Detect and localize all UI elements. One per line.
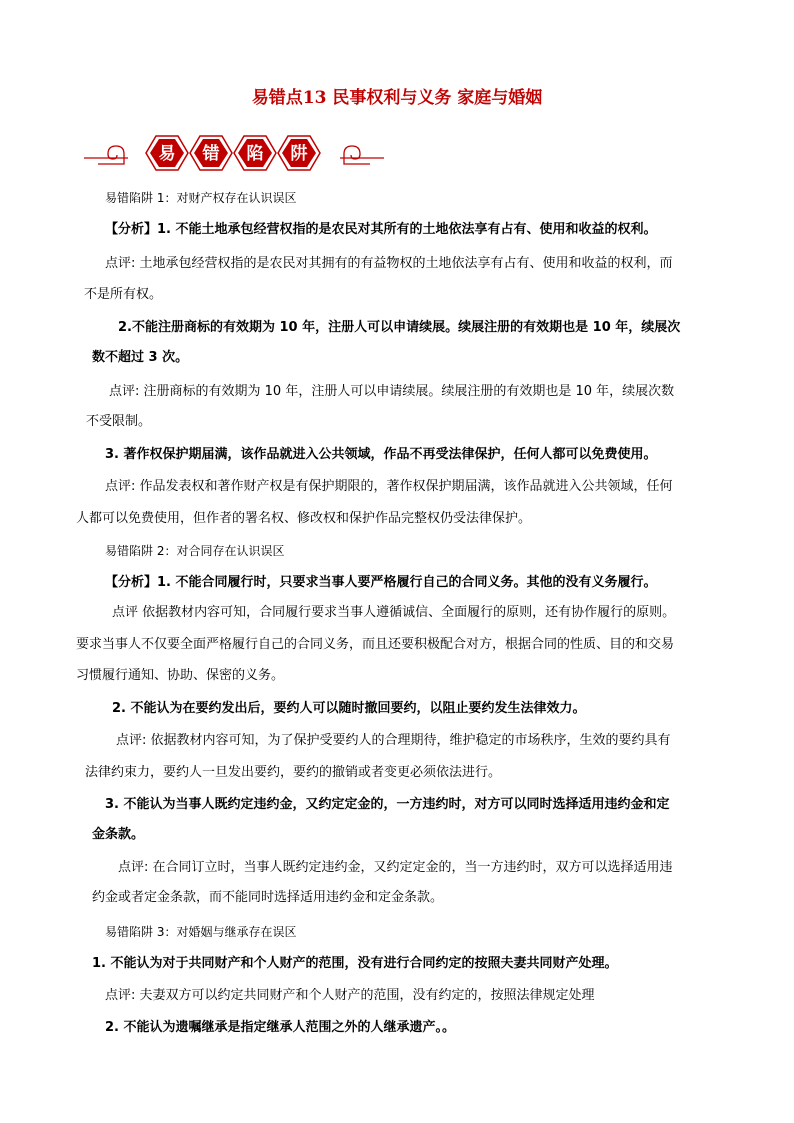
comment-text: 约金或者定金条款，而不能同时选择适用违约金和定金条款。: [92, 890, 444, 905]
analysis-point: 3. 不能认为当事人既约定违约金，又约定定金的，一方违约时，对方可以同时选择适用违约金和定: [105, 797, 670, 812]
analysis-point: 1. 不能认为对于共同财产和个人财产的范围，没有进行合同约定的按照夫妻共同财产处理。: [92, 956, 618, 971]
comment-text: 点评: 土地承包经营权指的是农民对其拥有的有益物权的土地依法享有占有、使用和收益的权利，而: [105, 256, 673, 271]
trap-heading-2: 易错陷阱 2：对合同存在认识误区: [105, 544, 285, 558]
analysis-point: 【分析】1. 不能土地承包经营权指的是农民对其所有的土地依法享有占有、使用和收益的权利。: [105, 222, 657, 237]
comment-text: 点评: 依据教材内容可知，为了保护受要约人的合理期待，维护稳定的市场秩序，生效的要约具有: [116, 733, 671, 748]
analysis-point: 2.不能注册商标的有效期为 10 年，注册人可以申请续展。续展注册的有效期也是 10 年，续展次: [118, 320, 681, 335]
comment-text: 点评: 夫妻双方可以约定共同财产和个人财产的范围，没有约定的，按照法律规定处理: [105, 988, 595, 1003]
analysis-point: 3. 著作权保护期届满，该作品就进入公共领域，作品不再受法律保护，任何人都可以免费使用。: [105, 447, 657, 462]
analysis-point: 2. 不能认为在要约发出后，要约人可以随时撤回要约，以阻止要约发生法律效力。: [112, 701, 586, 716]
banner-char: 阱: [290, 144, 308, 164]
trap-heading-1: 易错陷阱 1：对财产权存在认识误区: [105, 191, 297, 205]
trap-heading-3: 易错陷阱 3：对婚姻与继承存在误区: [105, 925, 297, 939]
comment-text: 点评 依据教材内容可知，合同履行要求当事人遵循诚信、全面履行的原则，还有协作履行的原则。: [112, 605, 676, 620]
analysis-point: 数不超过 3 次。: [92, 350, 189, 365]
comment-text: 要求当事人不仅要全面严格履行自己的合同义务，而且还要积极配合对方，根据合同的性质、目的和交易: [76, 637, 675, 652]
banner-char: 易: [158, 144, 176, 164]
comment-text: 点评: 作品发表权和著作财产权是有保护期限的，著作权保护期届满，该作品就进入公共领域，任何: [105, 479, 673, 494]
comment-text: 不是所有权。: [84, 287, 163, 302]
comment-text: 不受限制。: [86, 414, 152, 429]
analysis-point: 【分析】1. 不能合同履行时，只要求当事人要严格履行自己的合同义务。其他的没有义务履行。: [105, 575, 657, 590]
banner-hexagon-1: [146, 136, 188, 170]
comment-text: 人都可以免费使用，但作者的署名权、修改权和保护作品完整权仍受法律保护。: [76, 511, 532, 526]
banner-hexagon-3: [234, 136, 276, 170]
comment-text: 点评: 注册商标的有效期为 10 年，注册人可以申请续展。续展注册的有效期也是 10 年，续展次数: [109, 384, 675, 399]
page-title: 易错点13 民事权利与义务 家庭与婚姻: [251, 88, 543, 108]
comment-text: 点评: 在合同订立时，当事人既约定违约金，又约定定金的，当一方违约时，双方可以选择适用违: [118, 860, 673, 875]
analysis-point: 2. 不能认为遗嘱继承是指定继承人范围之外的人继承遗产。。: [105, 1020, 456, 1035]
comment-text: 法律约束力，要约人一旦发出要约，要约的撤销或者变更必须依法进行。: [85, 765, 502, 780]
banner-hexagon-4: [278, 136, 320, 170]
banner-hexagon-2: [190, 136, 232, 170]
comment-text: 习惯履行通知、协助、保密的义务。: [76, 668, 285, 683]
analysis-point: 金条款。: [92, 827, 145, 842]
banner-decoration-left: [84, 146, 128, 164]
banner-char: 错: [202, 144, 220, 164]
banner-char: 陷: [246, 144, 264, 164]
banner-decoration-right: [340, 146, 384, 164]
section-banner: [84, 128, 384, 178]
